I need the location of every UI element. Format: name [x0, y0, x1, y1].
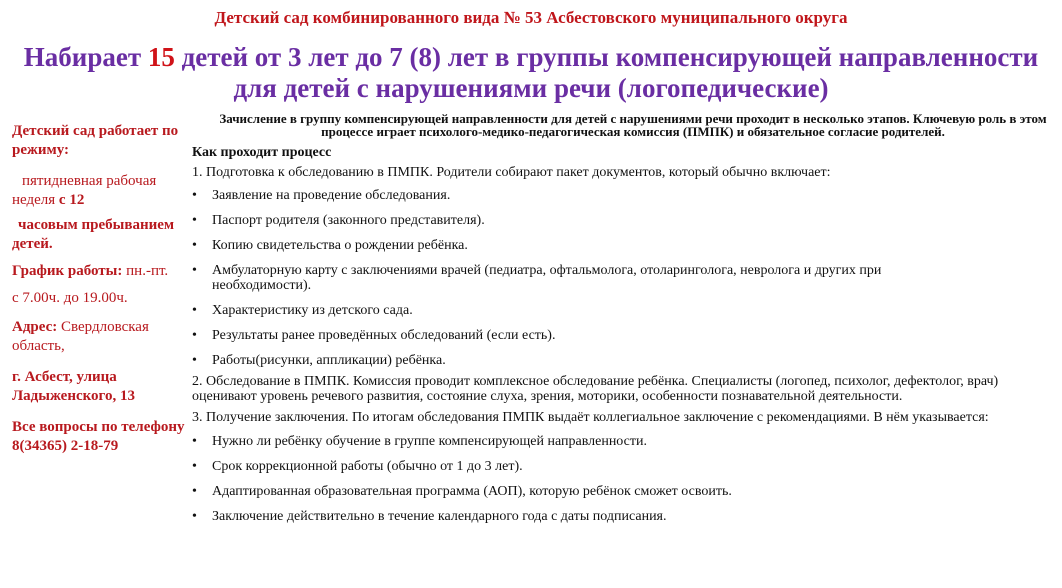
step-2: 2. Обследование в ПМПК. Комиссия проводит комплексное обследование ребёнка. Специалисты (логопед, психолог, дефектолог, врач) оценивают уровень речевого развития, состояние слуха, зрения, моторики, особенности познавательной деятельности. — [192, 374, 999, 404]
list-item: • Копию свидетельства о рождении ребёнка. — [192, 238, 468, 253]
main-content — [192, 112, 1062, 534]
list-item: • Результаты ранее проведённых обследований (если есть). — [192, 328, 556, 343]
bullet-icon: • — [192, 459, 197, 474]
list-item: • Срок коррекционной работы (обычно от 1 до 3 лет). — [192, 459, 523, 474]
step-3-list — [192, 434, 1062, 524]
mode-text: пятидневная рабочая неделя с 12 — [12, 173, 157, 208]
bullet-icon: • — [192, 328, 197, 343]
bullet-icon: • — [192, 484, 197, 499]
list-item: • Нужно ли ребёнку обучение в группе компенсирующей направленности. — [192, 434, 647, 449]
process-title: Как проходит процесс — [192, 145, 332, 160]
list-item: • Паспорт родителя (законного представителя). — [192, 213, 485, 228]
step-1: 1. Подготовка к обследованию в ПМПК. Родители собирают пакет документов, который обычно включает: — [192, 165, 831, 180]
bullet-icon: • — [192, 213, 197, 228]
address-street: г. Асбест, улица Ладыженского, 13 — [12, 369, 135, 404]
step-1-list — [192, 188, 1062, 368]
headline-line-1: Набирает 15 детей от 3 лет до 7 (8) лет в группы компенсирующей направленности — [23, 42, 1039, 72]
org-title: Детский сад комбинированного вида № 53 Асбестовского муниципального округа — [214, 8, 848, 27]
list-item: • Характеристику из детского сада. — [192, 303, 413, 318]
list-item: • Заявление на проведение обследования. — [192, 188, 451, 203]
phone-contact: Все вопросы по телефону 8(34365) 2-18-79 — [12, 419, 185, 454]
list-item: • Адаптированная образовательная программа (АОП), которую ребёнок сможет освоить. — [192, 484, 732, 499]
bullet-icon: • — [192, 188, 197, 203]
list-item: • Заключение действительно в течение календарного года с даты подписания. — [192, 509, 667, 524]
address-region: Адрес: Свердловская область, — [12, 319, 149, 354]
sidebar-info — [12, 122, 188, 456]
schedule-hours: с 7.00ч. до 19.00ч. — [12, 290, 128, 306]
intro-text: Зачисление в группу компенсирующей направленности для детей с нарушениями речи проходит в несколько этапов. Ключевую роль в этом процессе играет психолого-медико-педагогическая комиссия (ПМПК) и обязательное согласие родителей. — [219, 111, 1047, 139]
bullet-icon: • — [192, 303, 197, 318]
bullet-icon: • — [192, 238, 197, 253]
headline-count: 15 — [147, 42, 175, 72]
bullet-icon: • — [192, 434, 197, 449]
mode-heading: Детский сад работает по режиму: — [12, 123, 179, 158]
bullet-icon: • — [192, 509, 197, 524]
headline-line-2: для детей с нарушениями речи (логопедические) — [233, 73, 829, 103]
bullet-icon: • — [192, 353, 197, 368]
schedule-days: График работы: пн.-пт. — [12, 263, 169, 279]
list-item: • Амбулаторную карту с заключениями врачей (педиатра, офтальмолога, отоларинголога, невролога и других при необходимости). — [192, 263, 882, 293]
list-item: • Работы(рисунки, аппликации) ребёнка. — [192, 353, 446, 368]
bullet-icon: • — [192, 263, 197, 278]
headline — [0, 42, 1062, 104]
step-3: 3. Получение заключения. По итогам обследования ПМПК выдаёт коллегиальное заключение с рекомендациями. В нём указывается: — [192, 410, 989, 425]
mode-text-2: часовым пребыванием детей. — [12, 217, 175, 252]
